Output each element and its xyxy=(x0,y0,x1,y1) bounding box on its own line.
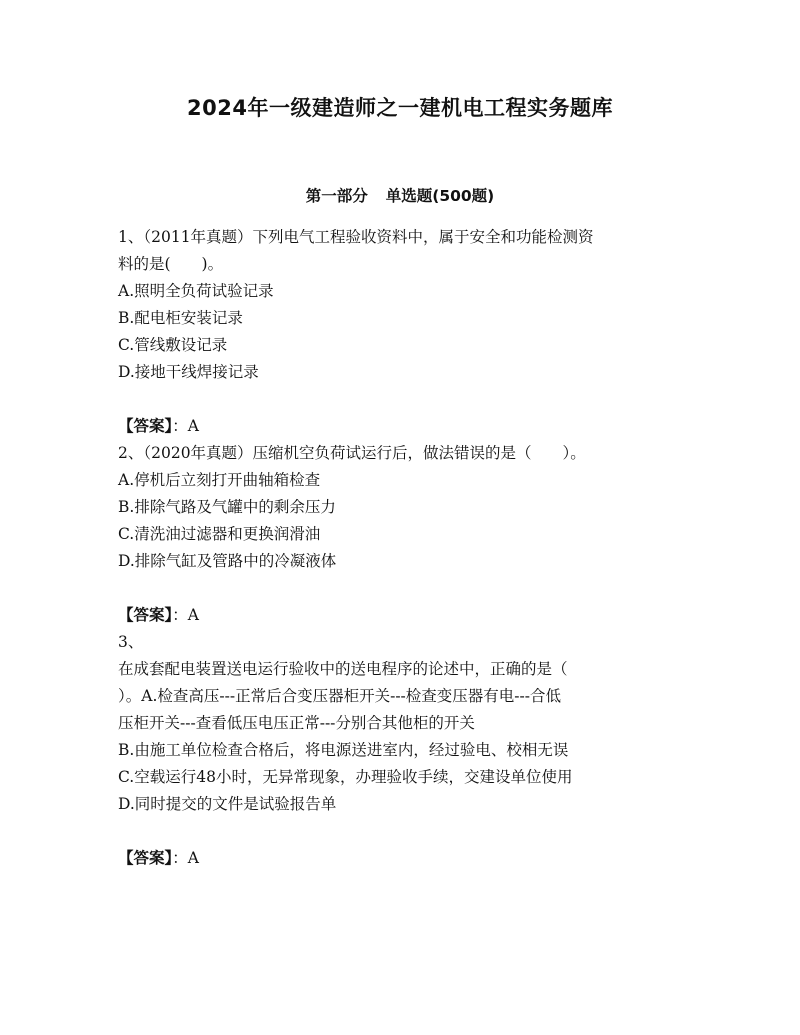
answer-label: 【答案】 xyxy=(118,849,173,867)
option-d: D.排除气缸及管路中的冷凝液体 xyxy=(118,552,337,570)
spacer xyxy=(118,386,688,413)
question-3 xyxy=(118,629,688,872)
question-2 xyxy=(118,440,688,629)
question-list xyxy=(118,224,688,872)
answer-value: ：A xyxy=(172,606,199,624)
option-a: A.照明全负荷试验记录 xyxy=(118,282,274,300)
question-stem-line: ）。A.检查高压---正常后合变压器柜开关---检查变压器有电---合低 xyxy=(118,687,562,705)
question-stem-line: 在成套配电装置送电运行验收中的送电程序的论述中，正确的是（ xyxy=(118,660,568,678)
answer-label: 【答案】 xyxy=(118,606,173,624)
option-a: A.停机后立刻打开曲轴箱检查 xyxy=(118,471,321,489)
section-part: 第一部分 xyxy=(305,187,368,205)
answer-value: ：A xyxy=(172,417,199,435)
question-stem-line: 2、（2020年真题）压缩机空负荷试运行后，做法错误的是（ ）。 xyxy=(118,444,586,462)
option-d: D.同时提交的文件是试验报告单 xyxy=(118,795,337,813)
option-b: B.由施工单位检查合格后，将电源送进室内，经过验电、校相无误 xyxy=(118,741,569,759)
question-stem-line: 压柜开关---查看低压电压正常---分别合其他柜的开关 xyxy=(118,714,475,732)
answer-line xyxy=(118,413,688,440)
question-1 xyxy=(118,224,688,440)
spacer xyxy=(118,818,688,845)
answer-label: 【答案】 xyxy=(118,417,173,435)
answer-line xyxy=(118,602,688,629)
spacer xyxy=(118,575,688,602)
option-c: C.管线敷设记录 xyxy=(118,336,228,354)
answer-line xyxy=(118,845,688,872)
section-title xyxy=(0,183,800,209)
question-stem-line: 料的是( )。 xyxy=(118,255,224,273)
question-stem-line: 3、 xyxy=(118,633,144,651)
option-b: B.配电柜安装记录 xyxy=(118,309,243,327)
question-stem-line: 1、（2011年真题）下列电气工程验收资料中，属于安全和功能检测资 xyxy=(118,228,594,246)
answer-value: ：A xyxy=(172,849,199,867)
section-name: 单选题(500题) xyxy=(385,187,495,205)
option-c: C.空载运行48小时，无异常现象，办理验收手续，交建设单位使用 xyxy=(118,768,573,786)
option-b: B.排除气路及气罐中的剩余压力 xyxy=(118,498,336,516)
option-c: C.清洗油过滤器和更换润滑油 xyxy=(118,525,321,543)
option-d: D.接地干线焊接记录 xyxy=(118,363,259,381)
page-title: 2024年一级建造师之一建机电工程实务题库 xyxy=(187,96,613,120)
